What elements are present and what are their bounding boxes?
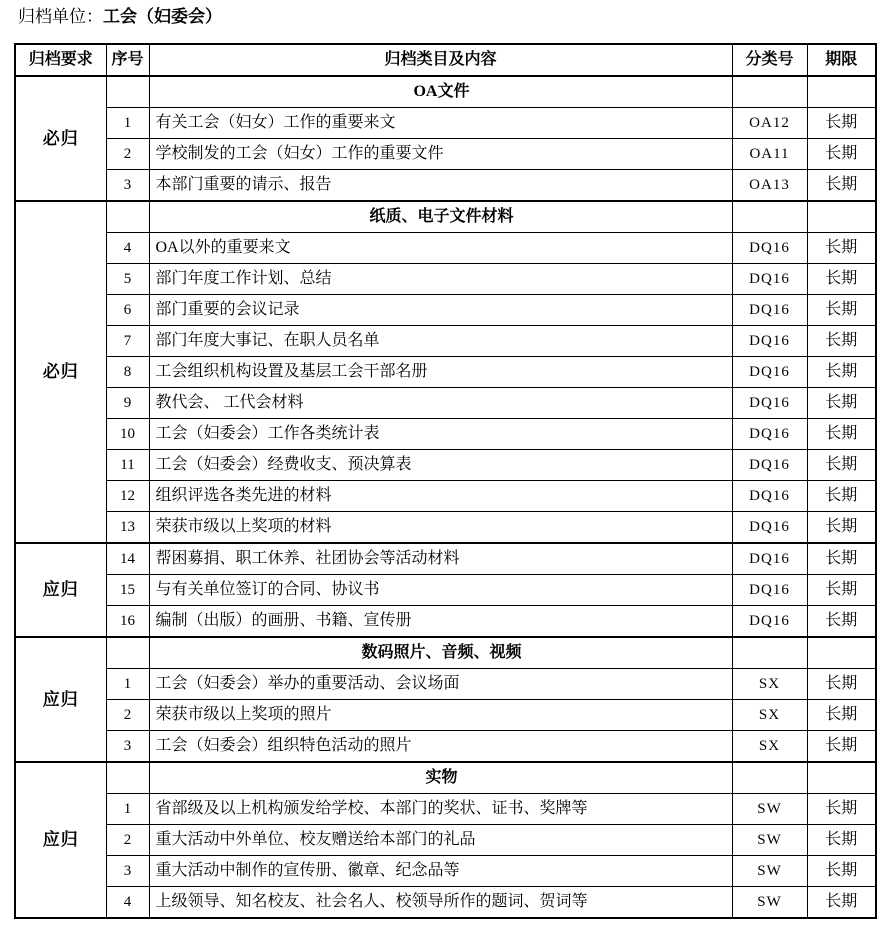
term-cell: 长期 — [807, 326, 876, 357]
archive-table — [14, 43, 877, 919]
class-no-cell: DQ16 — [732, 233, 807, 264]
table-row — [15, 543, 876, 575]
class-no-cell: SW — [732, 825, 807, 856]
table-row — [15, 295, 876, 326]
header-row — [15, 44, 876, 76]
col-header-requirement: 归档要求 — [15, 44, 106, 76]
class-no-cell: DQ16 — [732, 419, 807, 450]
serial-cell: 6 — [106, 295, 149, 326]
serial-cell: 2 — [106, 825, 149, 856]
class-no-cell: SX — [732, 731, 807, 763]
table-row — [15, 825, 876, 856]
table-row — [15, 512, 876, 544]
term-cell: 长期 — [807, 731, 876, 763]
content-cell: 部门重要的会议记录 — [149, 295, 732, 326]
term-cell: 长期 — [807, 606, 876, 638]
term-cell: 长期 — [807, 388, 876, 419]
content-cell: 工会组织机构设置及基层工会干部名册 — [149, 357, 732, 388]
serial-cell: 4 — [106, 233, 149, 264]
col-header-class-no: 分类号 — [732, 44, 807, 76]
content-cell: 教代会、 工代会材料 — [149, 388, 732, 419]
serial-cell: 10 — [106, 419, 149, 450]
table-row — [15, 669, 876, 700]
class-no-cell: DQ16 — [732, 481, 807, 512]
class-no-cell: SW — [732, 856, 807, 887]
table-row — [15, 388, 876, 419]
content-cell: 省部级及以上机构颁发给学校、本部门的奖状、证书、奖牌等 — [149, 794, 732, 825]
class-no-cell: DQ16 — [732, 295, 807, 326]
serial-cell — [106, 76, 149, 108]
serial-cell: 16 — [106, 606, 149, 638]
class-no-cell: OA12 — [732, 108, 807, 139]
content-cell: 与有关单位签订的合同、协议书 — [149, 575, 732, 606]
table-row — [15, 856, 876, 887]
section-header-row — [15, 637, 876, 669]
col-header-term: 期限 — [807, 44, 876, 76]
class-no-cell — [732, 762, 807, 794]
term-cell: 长期 — [807, 139, 876, 170]
class-no-cell: DQ16 — [732, 326, 807, 357]
content-cell: 本部门重要的请示、报告 — [149, 170, 732, 202]
class-no-cell: SX — [732, 669, 807, 700]
serial-cell: 15 — [106, 575, 149, 606]
table-row — [15, 419, 876, 450]
content-cell: 荣获市级以上奖项的材料 — [149, 512, 732, 544]
table-row — [15, 887, 876, 919]
table-row — [15, 170, 876, 202]
class-no-cell — [732, 76, 807, 108]
content-cell: 工会（妇委会）组织特色活动的照片 — [149, 731, 732, 763]
term-cell: 长期 — [807, 264, 876, 295]
serial-cell: 1 — [106, 794, 149, 825]
serial-cell: 3 — [106, 856, 149, 887]
serial-cell — [106, 762, 149, 794]
table-row — [15, 700, 876, 731]
content-cell: OA以外的重要来文 — [149, 233, 732, 264]
table-row — [15, 575, 876, 606]
serial-cell: 4 — [106, 887, 149, 919]
section-header-row — [15, 201, 876, 233]
class-no-cell: SX — [732, 700, 807, 731]
table-row — [15, 139, 876, 170]
term-cell: 长期 — [807, 481, 876, 512]
term-cell: 长期 — [807, 825, 876, 856]
requirement-cell: 应归 — [15, 637, 106, 762]
content-cell: 帮困募捐、职工休养、社团协会等活动材料 — [149, 543, 732, 575]
serial-cell: 3 — [106, 731, 149, 763]
table-row — [15, 450, 876, 481]
class-no-cell: DQ16 — [732, 575, 807, 606]
table-row — [15, 326, 876, 357]
doc-title-label: 归档单位： — [18, 7, 103, 26]
content-cell: 工会（妇委会）工作各类统计表 — [149, 419, 732, 450]
serial-cell: 9 — [106, 388, 149, 419]
content-cell: 工会（妇委会）举办的重要活动、会议场面 — [149, 669, 732, 700]
class-no-cell: DQ16 — [732, 606, 807, 638]
doc-title — [18, 7, 222, 27]
term-cell: 长期 — [807, 512, 876, 544]
class-no-cell: DQ16 — [732, 450, 807, 481]
class-no-cell: SW — [732, 794, 807, 825]
term-cell — [807, 637, 876, 669]
serial-cell: 7 — [106, 326, 149, 357]
term-cell: 长期 — [807, 419, 876, 450]
term-cell: 长期 — [807, 357, 876, 388]
content-cell: 荣获市级以上奖项的照片 — [149, 700, 732, 731]
table-row — [15, 264, 876, 295]
col-header-serial: 序号 — [106, 44, 149, 76]
term-cell — [807, 76, 876, 108]
term-cell: 长期 — [807, 887, 876, 919]
table-row — [15, 606, 876, 638]
requirement-cell: 必归 — [15, 76, 106, 201]
serial-cell: 13 — [106, 512, 149, 544]
table-row — [15, 731, 876, 763]
serial-cell: 1 — [106, 108, 149, 139]
class-no-cell: DQ16 — [732, 388, 807, 419]
serial-cell: 2 — [106, 700, 149, 731]
serial-cell — [106, 201, 149, 233]
term-cell: 长期 — [807, 450, 876, 481]
term-cell: 长期 — [807, 543, 876, 575]
class-no-cell: DQ16 — [732, 543, 807, 575]
serial-cell: 11 — [106, 450, 149, 481]
table-row — [15, 108, 876, 139]
serial-cell: 2 — [106, 139, 149, 170]
term-cell: 长期 — [807, 669, 876, 700]
requirement-cell: 应归 — [15, 762, 106, 918]
class-no-cell: DQ16 — [732, 357, 807, 388]
serial-cell: 8 — [106, 357, 149, 388]
section-header-row — [15, 76, 876, 108]
class-no-cell: DQ16 — [732, 512, 807, 544]
class-no-cell: SW — [732, 887, 807, 919]
term-cell: 长期 — [807, 170, 876, 202]
table-row — [15, 794, 876, 825]
term-cell: 长期 — [807, 108, 876, 139]
class-no-cell — [732, 201, 807, 233]
serial-cell: 12 — [106, 481, 149, 512]
section-title-cell: 纸质、电子文件材料 — [149, 201, 732, 233]
term-cell: 长期 — [807, 700, 876, 731]
section-title-cell: OA文件 — [149, 76, 732, 108]
term-cell: 长期 — [807, 575, 876, 606]
content-cell: 组织评选各类先进的材料 — [149, 481, 732, 512]
term-cell — [807, 201, 876, 233]
class-no-cell: OA13 — [732, 170, 807, 202]
term-cell: 长期 — [807, 856, 876, 887]
serial-cell: 5 — [106, 264, 149, 295]
content-cell: 重大活动中外单位、校友赠送给本部门的礼品 — [149, 825, 732, 856]
table-row — [15, 481, 876, 512]
class-no-cell: OA11 — [732, 139, 807, 170]
content-cell: 编制（出版）的画册、书籍、宣传册 — [149, 606, 732, 638]
requirement-cell: 必归 — [15, 201, 106, 543]
term-cell: 长期 — [807, 233, 876, 264]
class-no-cell: DQ16 — [732, 264, 807, 295]
table-row — [15, 357, 876, 388]
term-cell: 长期 — [807, 295, 876, 326]
serial-cell — [106, 637, 149, 669]
content-cell: 部门年度工作计划、总结 — [149, 264, 732, 295]
requirement-cell: 应归 — [15, 543, 106, 637]
content-cell: 部门年度大事记、在职人员名单 — [149, 326, 732, 357]
term-cell — [807, 762, 876, 794]
doc-title-value: 工会（妇委会） — [103, 7, 222, 26]
table-body — [15, 76, 876, 918]
table-row — [15, 233, 876, 264]
serial-cell: 1 — [106, 669, 149, 700]
serial-cell: 3 — [106, 170, 149, 202]
serial-cell: 14 — [106, 543, 149, 575]
content-cell: 学校制发的工会（妇女）工作的重要文件 — [149, 139, 732, 170]
term-cell: 长期 — [807, 794, 876, 825]
content-cell: 有关工会（妇女）工作的重要来文 — [149, 108, 732, 139]
section-title-cell: 数码照片、音频、视频 — [149, 637, 732, 669]
col-header-category: 归档类目及内容 — [149, 44, 732, 76]
content-cell: 重大活动中制作的宣传册、徽章、纪念品等 — [149, 856, 732, 887]
section-title-cell: 实物 — [149, 762, 732, 794]
section-header-row — [15, 762, 876, 794]
content-cell: 工会（妇委会）经费收支、预决算表 — [149, 450, 732, 481]
content-cell: 上级领导、知名校友、社会名人、校领导所作的题词、贺词等 — [149, 887, 732, 919]
class-no-cell — [732, 637, 807, 669]
